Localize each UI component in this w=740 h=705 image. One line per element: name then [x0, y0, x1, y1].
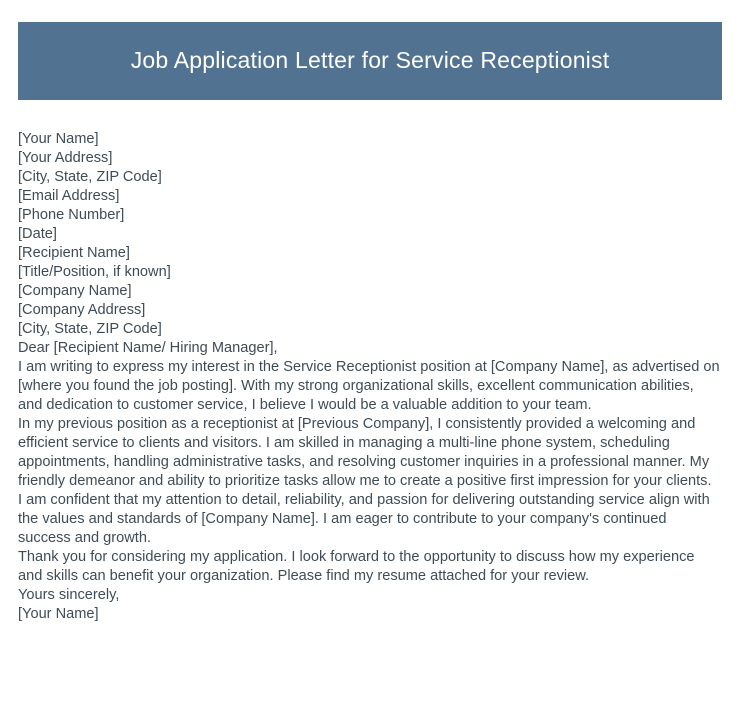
- page-title: Job Application Letter for Service Receptionist: [130, 47, 610, 74]
- date-line: [Date]: [18, 226, 57, 242]
- signature-name-line: [Your Name]: [18, 606, 99, 622]
- sender-phone-line: [Phone Number]: [18, 207, 125, 223]
- sender-name-line: [Your Name]: [18, 131, 99, 147]
- salutation-line: Dear [Recipient Name/ Hiring Manager],: [18, 340, 278, 356]
- company-name-line: [Company Name]: [18, 283, 132, 299]
- body-paragraph-3: I am confident that my attention to detail, reliability, and passion for delivering outstanding service align with the values and standards of [Company Name]. I am eager to contribute to your company's continued success and growth.: [18, 492, 710, 546]
- body-paragraph-1: I am writing to express my interest in the Service Receptionist position at [Company Name], as advertised on [where you found the job posting]. With my strong organizational skills, excellent communication abilities, and dedication to customer service, I believe I would be a valuable addition to your team.: [18, 359, 720, 413]
- sender-city-line: [City, State, ZIP Code]: [18, 169, 162, 185]
- recipient-title-line: [Title/Position, if known]: [18, 264, 171, 280]
- body-paragraph-2: In my previous position as a receptionist at [Previous Company], I consistently provided a welcoming and efficient service to clients and visitors. I am skilled in managing a multi-line phone system, scheduling appointments, handling administrative tasks, and resolving customer inquiries in a professional manner. My friendly demeanor and ability to prioritize tasks allow me to create a positive first impression for your clients.: [18, 416, 712, 489]
- company-city-line: [City, State, ZIP Code]: [18, 321, 162, 337]
- sender-address-line: [Your Address]: [18, 150, 113, 166]
- document-header-band: [18, 22, 722, 100]
- body-paragraph-4: Thank you for considering my application. I look forward to the opportunity to discuss how my experience and skills can benefit your organization. Please find my resume attached for your review.: [18, 549, 695, 584]
- letter-body: [18, 130, 722, 624]
- company-address-line: [Company Address]: [18, 302, 146, 318]
- sender-email-line: [Email Address]: [18, 188, 120, 204]
- closing-line: Yours sincerely,: [18, 587, 120, 603]
- recipient-name-line: [Recipient Name]: [18, 245, 130, 261]
